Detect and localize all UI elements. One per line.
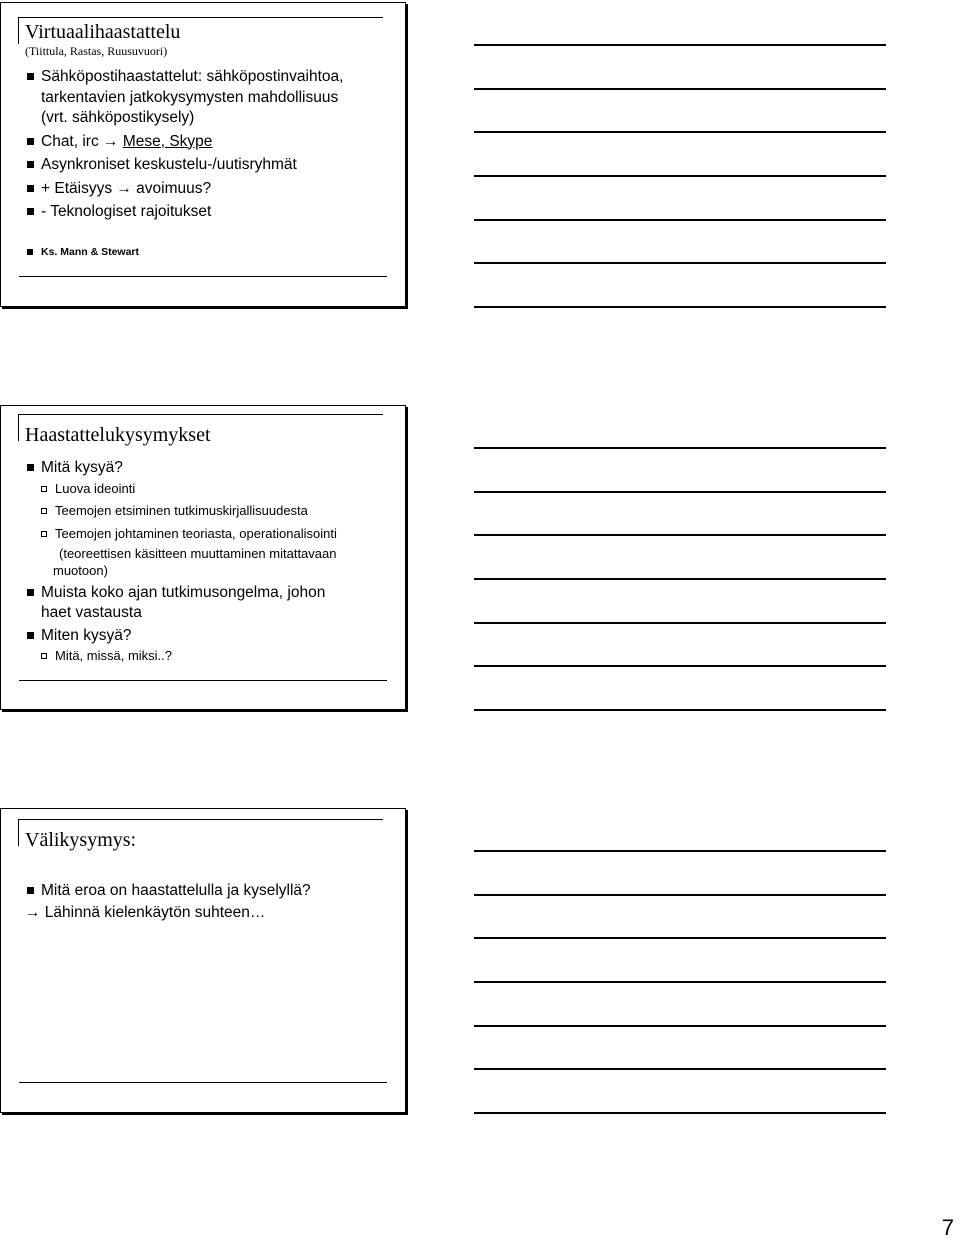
note-line xyxy=(474,44,886,46)
square-bullet-icon xyxy=(27,249,33,255)
square-bullet-icon xyxy=(27,632,34,639)
hollow-square-bullet-icon xyxy=(41,531,47,537)
list-item: + Etäisyys → avoimuus? xyxy=(25,179,389,200)
note-line xyxy=(474,850,886,852)
note-line xyxy=(474,88,886,90)
slide-bottom-rule xyxy=(19,1082,387,1083)
sub-item-continuation: muotoon) xyxy=(53,562,108,578)
page-number: 7 xyxy=(941,1215,954,1240)
slide-valikysymys xyxy=(0,808,406,1113)
arrow-right-icon: → xyxy=(25,903,41,921)
slide-haastattelukysymykset xyxy=(0,405,406,710)
square-bullet-icon xyxy=(27,185,34,192)
list-item-reference: Ks. Mann & Stewart xyxy=(25,245,389,259)
note-line xyxy=(474,447,886,449)
list-item: Chat, irc → Mese, Skype xyxy=(25,132,389,153)
arrow-right-icon: → xyxy=(116,179,132,197)
mese-skype-link[interactable]: Mese, Skype xyxy=(122,132,213,150)
square-bullet-icon xyxy=(27,589,34,596)
note-line xyxy=(474,219,886,221)
sub-item: Mitä, missä, miksi..? xyxy=(25,646,389,667)
note-line xyxy=(474,1025,886,1027)
note-line xyxy=(474,665,886,667)
note-line xyxy=(474,491,886,493)
note-line xyxy=(474,131,886,133)
slide-virtuaalihaastattelu xyxy=(0,2,406,307)
note-line xyxy=(474,1112,886,1114)
square-bullet-icon xyxy=(27,161,34,168)
square-bullet-icon xyxy=(27,887,34,894)
slide-title: Haastattelukysymykset xyxy=(25,424,211,446)
sub-item: Teemojen etsiminen tutkimuskirjallisuudesta xyxy=(25,501,389,522)
slide-title: Virtuaalihaastattelu xyxy=(25,21,181,43)
hollow-square-bullet-icon xyxy=(41,486,47,492)
square-bullet-icon xyxy=(27,464,34,471)
note-line xyxy=(474,894,886,896)
bullet-list xyxy=(25,458,389,667)
list-item: Muista koko ajan tutkimusongelma, johon xyxy=(25,583,389,604)
square-bullet-icon xyxy=(27,138,34,145)
note-line xyxy=(474,981,886,983)
note-line xyxy=(474,1068,886,1070)
list-item: - Teknologiset rajoitukset xyxy=(25,202,389,223)
slide-bottom-rule xyxy=(19,680,387,681)
list-item: Mitä eroa on haastattelulla ja kyselyllä? xyxy=(25,881,389,902)
slide-subtitle: (Tiittula, Rastas, Ruusuvuori) xyxy=(25,44,168,58)
list-item: Asynkroniset keskustelu-/uutisryhmät xyxy=(25,155,389,176)
arrow-right-icon: → xyxy=(103,132,119,150)
square-bullet-icon xyxy=(27,73,34,80)
slide-title: Välikysymys: xyxy=(25,829,137,851)
note-line xyxy=(474,937,886,939)
arrow-line: → Lähinnä kielenkäytön suhteen… xyxy=(25,903,266,921)
sub-item: Teemojen johtaminen teoriasta, operationalisointi xyxy=(25,524,389,545)
list-item-continuation: (vrt. sähköpostikysely) xyxy=(41,109,195,126)
list-item: Miten kysyä? xyxy=(25,626,389,647)
list-item-continuation: tarkentavien jatkokysymysten mahdollisuus xyxy=(41,88,339,106)
note-line xyxy=(474,622,886,624)
sub-item: Luova ideointi xyxy=(25,479,389,500)
list-item: Mitä kysyä? xyxy=(25,458,389,479)
sub-item-continuation: (teoreettisen käsitteen muuttaminen mitattavaan xyxy=(59,546,337,561)
hollow-square-bullet-icon xyxy=(41,653,47,659)
note-line xyxy=(474,262,886,264)
list-item: Sähköpostihaastattelut: sähköpostinvaihtoa, xyxy=(25,67,389,88)
bullet-list xyxy=(25,881,389,924)
note-line xyxy=(474,306,886,308)
note-line xyxy=(474,709,886,711)
bullet-list xyxy=(25,67,389,259)
slide-bottom-rule xyxy=(19,276,387,277)
square-bullet-icon xyxy=(27,208,34,215)
hollow-square-bullet-icon xyxy=(41,508,47,514)
list-item-continuation: haet vastausta xyxy=(41,604,142,621)
note-line xyxy=(474,578,886,580)
note-line xyxy=(474,175,886,177)
note-line xyxy=(474,534,886,536)
